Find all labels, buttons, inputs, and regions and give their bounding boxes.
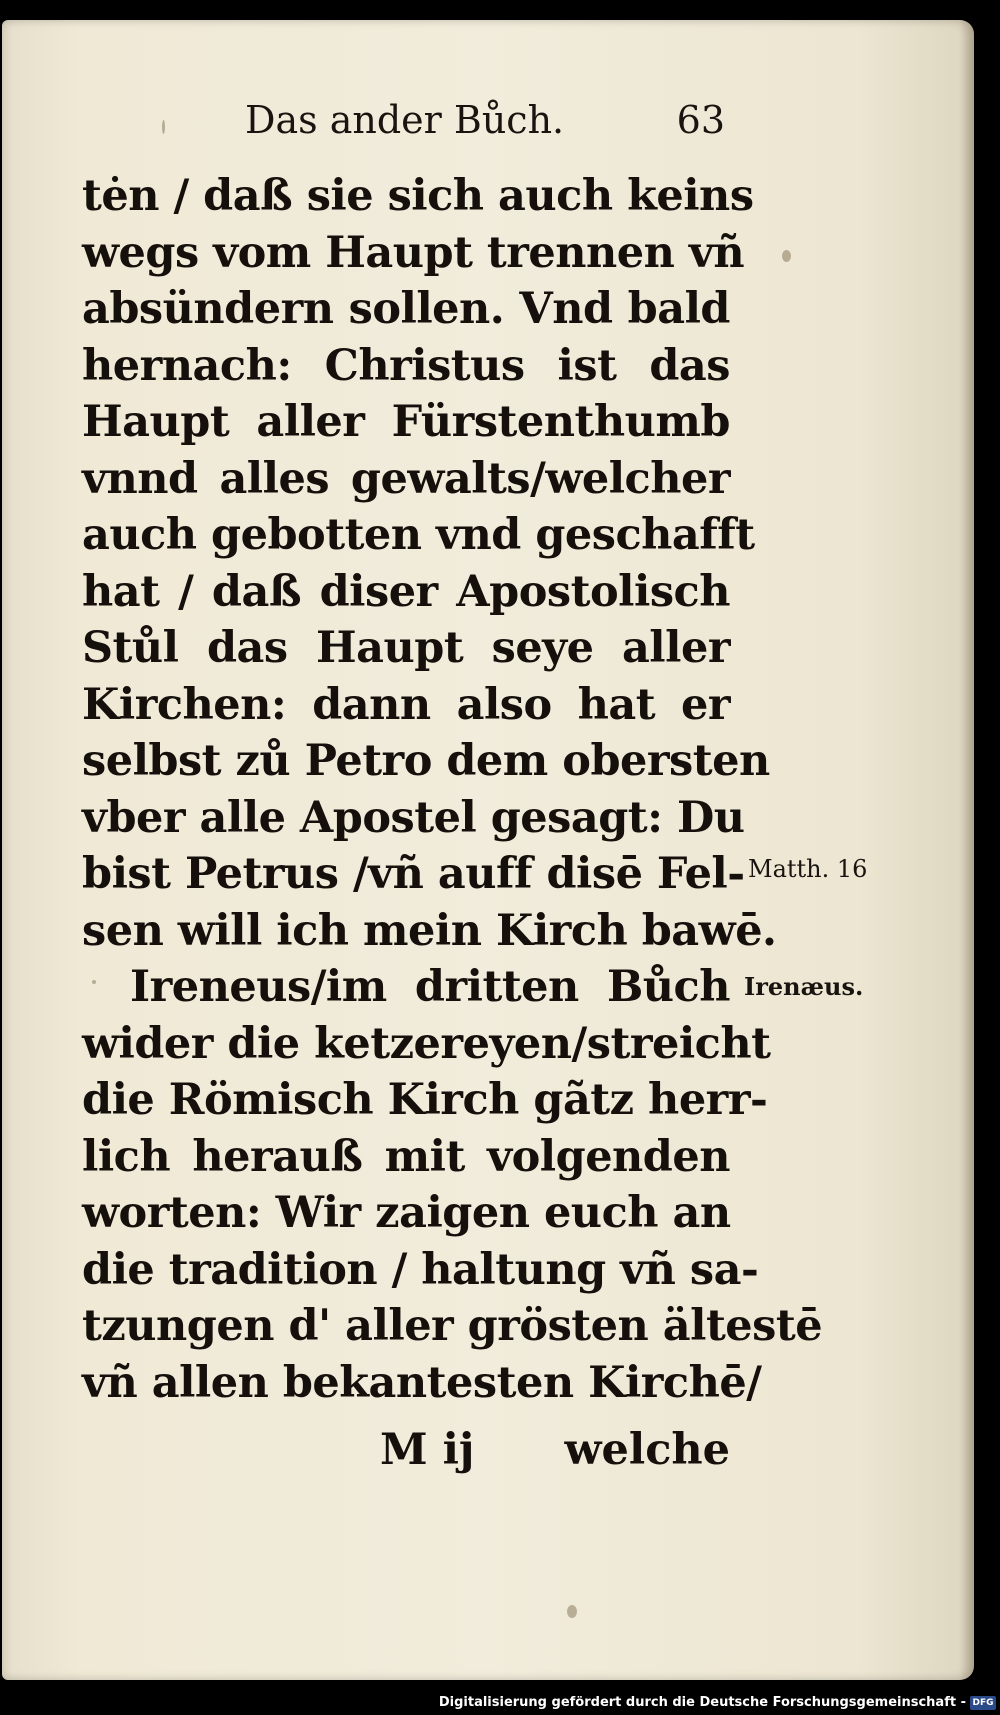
text-line: wegs vom Haupt trennen vñ [82,227,745,278]
text-line: tzungen d' aller grösten ältestē [82,1301,823,1351]
dfg-logo-icon: DFG [970,1696,996,1710]
text-line: Kirchen: dann also hat er [82,679,730,730]
text-line: worten: Wir zaigen euch an [82,1188,731,1238]
text-line: die Römisch Kirch gãtz herr- [82,1075,768,1125]
paper-speck [567,1605,577,1618]
text-line: Ireneus/im dritten Bůch [130,962,730,1012]
footer-credit-bar [0,1693,1000,1715]
text-line: selbst zů Petro dem obersten [82,736,770,786]
text-line: vñ allen bekantesten Kirchē/ [82,1357,762,1408]
text-line: tėn / daß sie sich auch keins [82,171,754,221]
text-line: lich herauß mit volgenden [82,1131,730,1182]
paper-speck [782,250,791,262]
marginal-note-irenaeus: Irenæus. [744,972,864,1001]
text-line: sen will ich mein Kirch bawē. [82,905,777,956]
text-line: vber alle Apostel gesagt: Du [82,792,745,843]
text-line: Haupt aller Fürstenthumb [82,397,730,447]
text-line: hernach: Christus ist das [82,340,730,391]
page-edge-shadow [960,20,974,1680]
running-title: Das ander Bůch. [245,98,565,142]
text-line: wider die ketzereyen/streicht [82,1018,771,1069]
text-line: Stůl das Haupt seye aller [82,623,730,673]
signature-catchword-row [380,1425,730,1485]
catchword: welche [564,1425,730,1475]
text-line: bist Petrus /vñ auff disē Fel- [82,849,745,899]
paper-speck [162,120,165,134]
footer-credit-text: Digitalisierung gefördert durch die Deutsche Forschungsgemeinschaft - [438,1695,966,1710]
signature-mark: M ij [380,1425,475,1475]
text-line: die tradition / haltung vñ sa- [82,1244,759,1295]
text-line: auch gebotten vnd geschafft [82,510,755,560]
marginal-note-matthew: Matth. 16 [748,855,868,883]
page-number: 63 [676,98,725,142]
running-head [245,98,725,158]
text-line: vnnd alles gewalts/welcher [82,453,730,504]
text-line: hat / daß diser Apostolisch [82,566,730,617]
text-line: absündern sollen. Vnd bald [82,284,730,334]
